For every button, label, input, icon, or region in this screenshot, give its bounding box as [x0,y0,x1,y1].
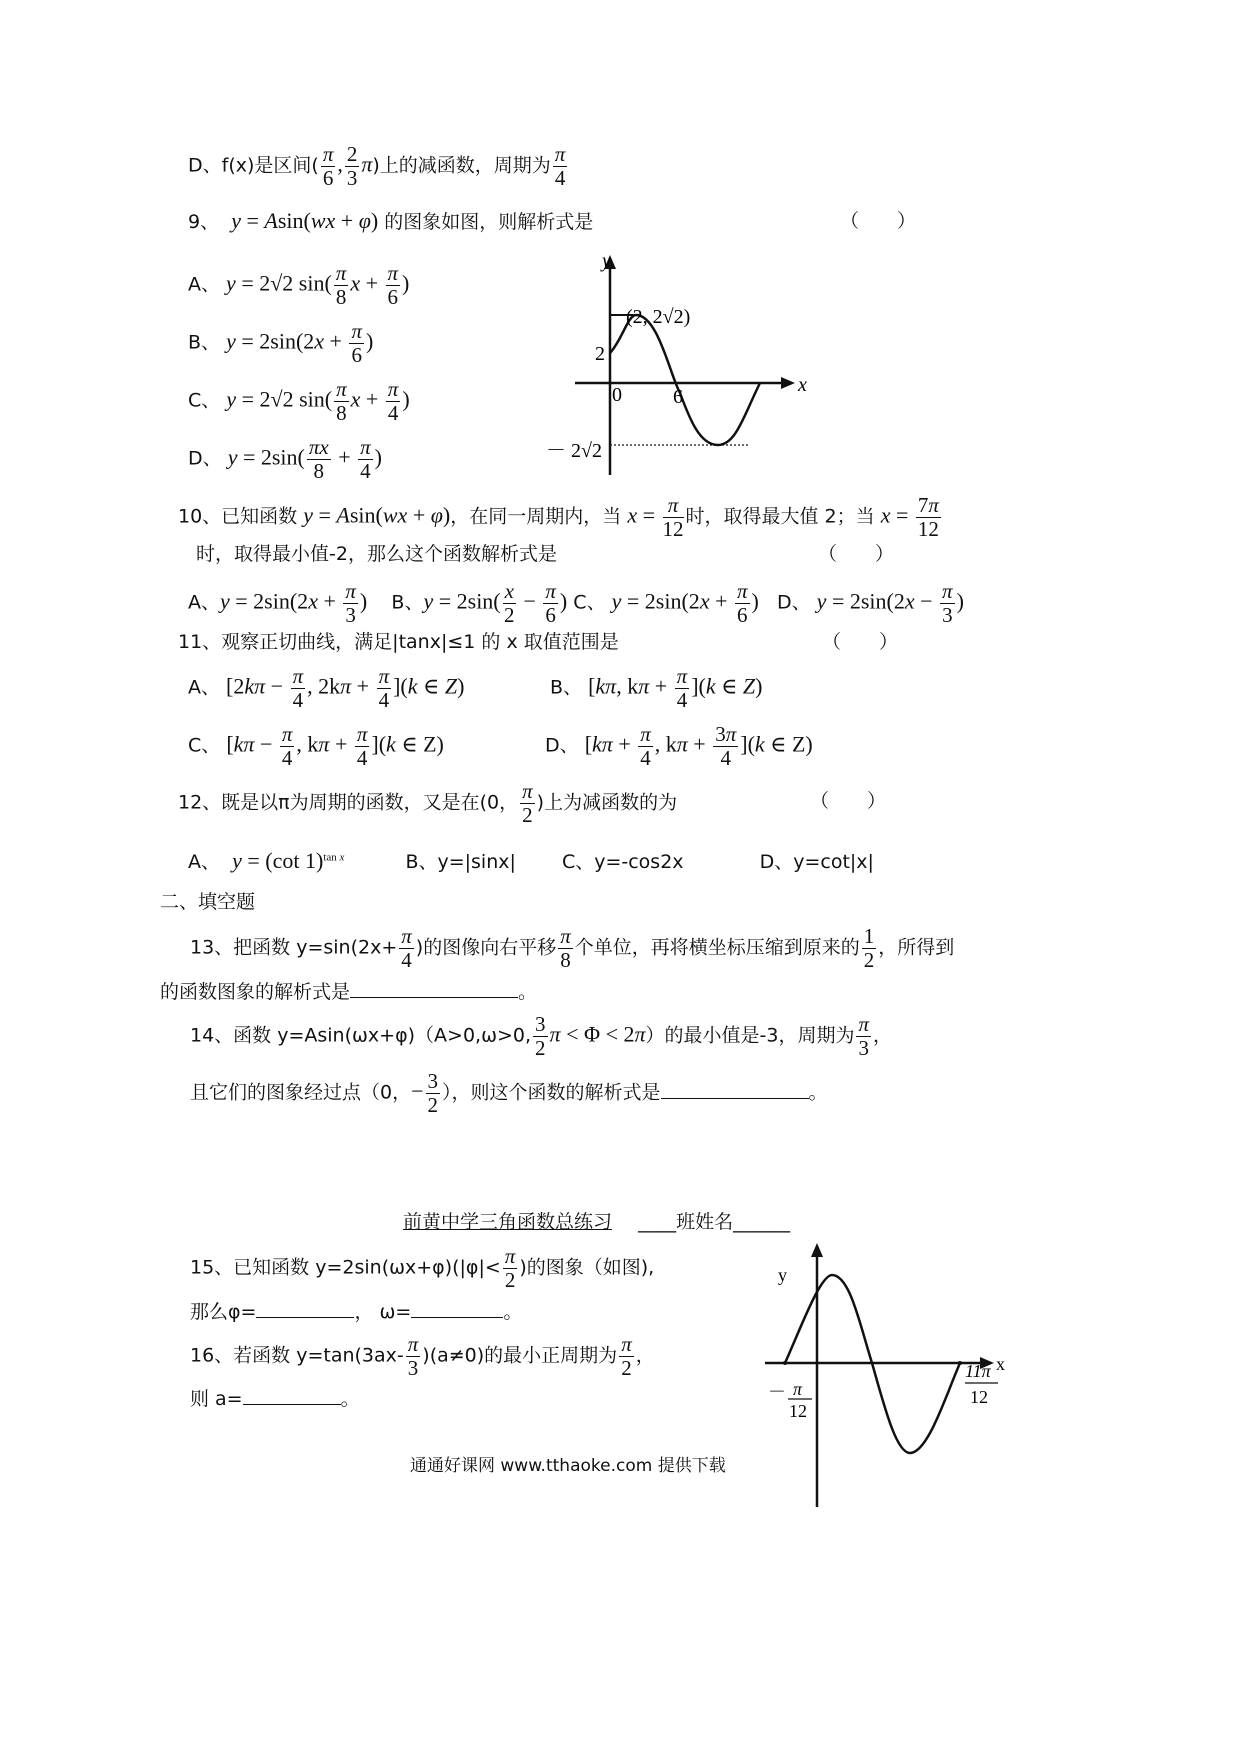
q15-line2: 那么φ= ， ω= 。 [190,1301,523,1323]
q13-line2: 的函数图象的解析式是 。 [160,981,538,1003]
q9-answer-paren: （ ） [840,210,917,232]
q9-option-c: C、 y = 2√2 sin( $\frac{\pi}{8}$ x + $\frac{\pi}{4}$ ) [188,377,410,425]
q11-option-b: B、 [kπ, kπ + $\frac{\pi}{4}$ ](k ∈ Z) [550,664,763,712]
q13-line1: 13、把函数 y=sin(2x+ $\frac{\pi}{4}$ )的图像向右平移 $\frac{\pi}{8}$ 个单位，再将横坐标压缩到原来的 $\frac{1}{2}$ ，所得到 [190,924,955,972]
q15-graph-left-num: π [793,1379,803,1399]
q9-graph-max-point: (2, 2√2) [626,306,691,328]
q10-answer-paren: （ ） [818,543,895,565]
q12-answer-paren: （ ） [810,790,887,812]
q14-line2: 且它们的图象经过点（0，− $\frac{3}{2}$ ），则这个函数的解析式是 。 [190,1069,828,1117]
page-footer: 通通好课网 www.tthaoke.com 提供下载 [410,1456,726,1476]
q11-answer-paren: （ ） [822,631,899,653]
q10-stem-line2: 时，取得最小值-2，那么这个函数解析式是 [196,543,557,565]
q9-option-b: B、 y = 2sin(2x + $\frac{\pi}{6}$ ) [188,319,374,367]
page-header: 前黄中学三角函数总练习 ____班姓名______ [403,1211,791,1233]
q8-option-d: D、f(x)是区间( $\frac{\pi}{6}$ , $\frac{2}{3}$ π)上的减函数，周期为 $\frac{\pi}{4}$ [188,142,566,190]
q15-graph [760,1235,1020,1510]
q9-stem: 9、 y = Asin(wx + φ) 的图象如图，则解析式是 [188,208,594,233]
q11-stem: 11、观察正切曲线，满足|tanx|≤1 的 x 取值范围是 [178,631,619,653]
q16-line1: 16、若函数 y=tan(3ax- $\frac{\pi}{3}$ )(a≠0)的最小正周期为 $\frac{\pi}{2}$ ， [190,1332,655,1380]
q16-line2: 则 a= 。 [190,1388,360,1410]
q11-option-d: D、 [kπ + $\frac{\pi}{4}$ , kπ + $\frac{3\pi}{4}$ ](k ∈ Z) [545,722,813,770]
q9-graph-x-label: x [798,374,807,396]
q15-graph-right-num: 11π [965,1361,991,1381]
q15-graph-left-den: 12 [789,1401,807,1421]
q9-option-d: D、 y = 2sin( $\frac{\pi x}{8}$ + $\frac{\pi}{4}$ ) [188,435,382,483]
q12-stem: 12、既是以π为周期的函数，又是在(0， $\frac{\pi}{2}$ )上为减函数的为 [178,779,678,827]
q9-graph [540,245,830,480]
q10-stem-line1: 10、已知函数 y = Asin(wx + φ)，在同一周期内，当 x = $\frac{\pi}{12}$ 时，取得最大值 2；当 x = $\frac{7\pi}{12}$ [178,493,939,541]
q9-graph-y-intercept: 2 [595,343,605,365]
q11-option-c: C、 [kπ − $\frac{\pi}{4}$ , kπ + $\frac{\pi}{4}$ ](k ∈ Z) [188,722,444,770]
section-fill-in-title: 二、填空题 [160,891,256,913]
q15-graph-left-minus: － [768,1382,786,1402]
q15-graph-right-den: 12 [970,1387,988,1407]
q12-options: A、 y = (cot 1)$^{tan x}$ B、y=|sinx| C、y=-cos2x D、y=cot|x| [188,848,874,873]
q11-option-a: A、 [2kπ − $\frac{\pi}{4}$ , 2kπ + $\frac{\pi}{4}$ ](k ∈ Z) [188,664,465,712]
q10-options: A、y = 2sin(2x + $\frac{\pi}{3}$ ) B、y = 2sin( $\frac{x}{2}$ − $\frac{\pi}{6}$ ) C、 y = 2sin(2x + $\frac{\pi}{6}$ ) D、 y = 2sin(2x − $\frac{\pi}{3}$ ) [188,579,964,627]
q9-graph-origin: 0 [612,384,622,406]
q9-graph-zero-6: 6 [673,386,683,408]
q9-graph-y-label: y [602,250,611,272]
q15-line1: 15、已知函数 y=2sin(ωx+φ)(|φ|< $\frac{\pi}{2}$ )的图象（如图), [190,1244,655,1292]
q9-graph-min-label: － 2√2 [546,440,602,462]
q9-option-a: A、 y = 2√2 sin( $\frac{\pi}{8}$ x + $\frac{\pi}{6}$ ) [188,261,410,309]
q15-graph-x-label: x [996,1354,1005,1374]
q14-line1: 14、函数 y=Asin(ωx+φ)（A>0,ω>0, $\frac{3}{2}$ π < Φ < 2π）的最小值是-3，周期为 $\frac{\pi}{3}$ ， [190,1012,893,1060]
q15-graph-y-label: y [778,1265,787,1285]
